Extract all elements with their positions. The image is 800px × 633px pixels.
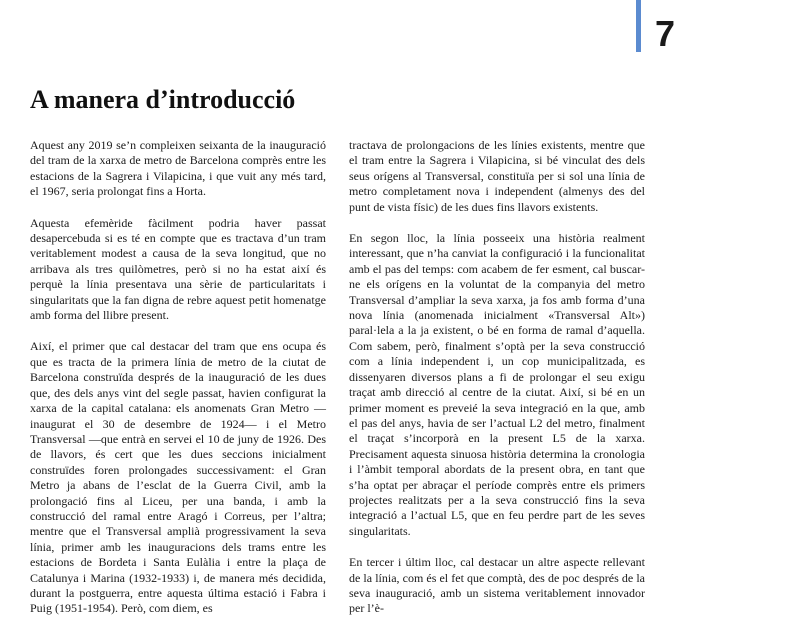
page-number: 7 bbox=[655, 13, 676, 54]
paragraph: tractava de prolongacions de les línies existents, mentre que el tram entre la Sagrera i Vilapicina, si bé vinculat des dels seus orígens al Transversal, constituïa per si sol una línia de metro completament nova i independent (almenys des del punt de vista físic) de les dues fins llavors existents. bbox=[349, 138, 645, 214]
text-column-right bbox=[349, 138, 645, 633]
chapter-title: A manera d’introducció bbox=[30, 85, 296, 114]
paragraph: Així, el primer que cal destacar del tram que ens ocupa és que es tracta de la primera línia de metro de la ciutat de Barcelona construïda després de la inauguració de les dues que, des dels anys vint del segle passat, havien configurat la xarxa de la capital catalana: els anomenats Gran Metro —inaugurat el 30 de desembre de 1924— i el Metro Transversal —que entrà en servei el 10 de juny de 1926. Des de llavors, és cert que les dues seccions inicialment construïdes foren prolongades successivament: el Gran Metro ja abans de l’esclat de la Guerra Civil, amb la prolongació fins al Liceu, per una banda, i amb la construcció del ramal entre Aragó i Correus, per l’altra; mentre que el Transversal amplià progressivament la seva línia, primer amb les inauguracions dels trams entre les estacions de Bordeta i Santa Eulàlia i entre la plaça de Catalunya i Marina (1932-1933) i, de manera més decidida, durant la postguerra, entre aquesta última estació i Fabra i Puig (1951-1954). Però, com diem, es bbox=[30, 339, 326, 616]
paragraph: En segon lloc, la línia posseeix una història realment interessant, que n’ha canviat la configuració i la funcionalitat amb el pas del temps: com acabem de fer esment, cal buscar-ne els orígens en la voluntat de la companyia del metro Transversal d’ampliar la seva xarxa, ja fos amb forma d’una nova línia (anomenada inicialment «Transversal Alt») paral·lela a la ja existent, o bé en forma de ramal d’aquella. Com sabem, però, finalment s’optà per la seva construcció com a línia independent i, un cop municipalitzada, es dissenyaren diversos plans a fi de prolongar el seu exigu traçat amb direcció al centre de la ciutat. Així, si bé en un primer moment es preveié la seva integració en la que, amb el pas del anys, havia de ser l’actual L2 del metro, finalment el traçat s’incorporà en la present L5 de la xarxa. Precisament aquesta sinuosa història determina la cronologia i l’àmbit temporal abordats de la present obra, en tant que s’ha optat per abraçar el període comprès entre els primers projectes realitzats per a la seva construcció fins la seva integració a l’actual L5, que en feu perdre part de les seves singularitats. bbox=[349, 231, 645, 538]
page-number-accent-bar bbox=[636, 0, 641, 52]
text-column-left bbox=[30, 138, 326, 633]
paragraph: Aquesta efemèride fàcilment podria haver passat desapercebuda si es té en compte que es tractava d’un tram veritablement modest a causa de la seva longitud, que no arribava als tres quilòmetres, però si no ha estat així és perquè la línia presentava una sèrie de particularitats i singularitats que la fan digna de rebre aquest petit homenatge amb forma del llibre present. bbox=[30, 215, 326, 323]
paragraph: Aquest any 2019 se’n compleixen seixanta de la inauguració del tram de la xarxa de metro de Barcelona comprès entre les estacions de la Sagrera i Vilapicina, i que vuit any més tard, el 1967, seria prolongat fins a Horta. bbox=[30, 138, 326, 199]
paragraph: En tercer i últim lloc, cal destacar un altre aspecte rellevant de la línia, com és el fet que comptà, des de poc després de la seva inauguració, amb un sistema veritablement innovador per l’è- bbox=[349, 555, 645, 616]
